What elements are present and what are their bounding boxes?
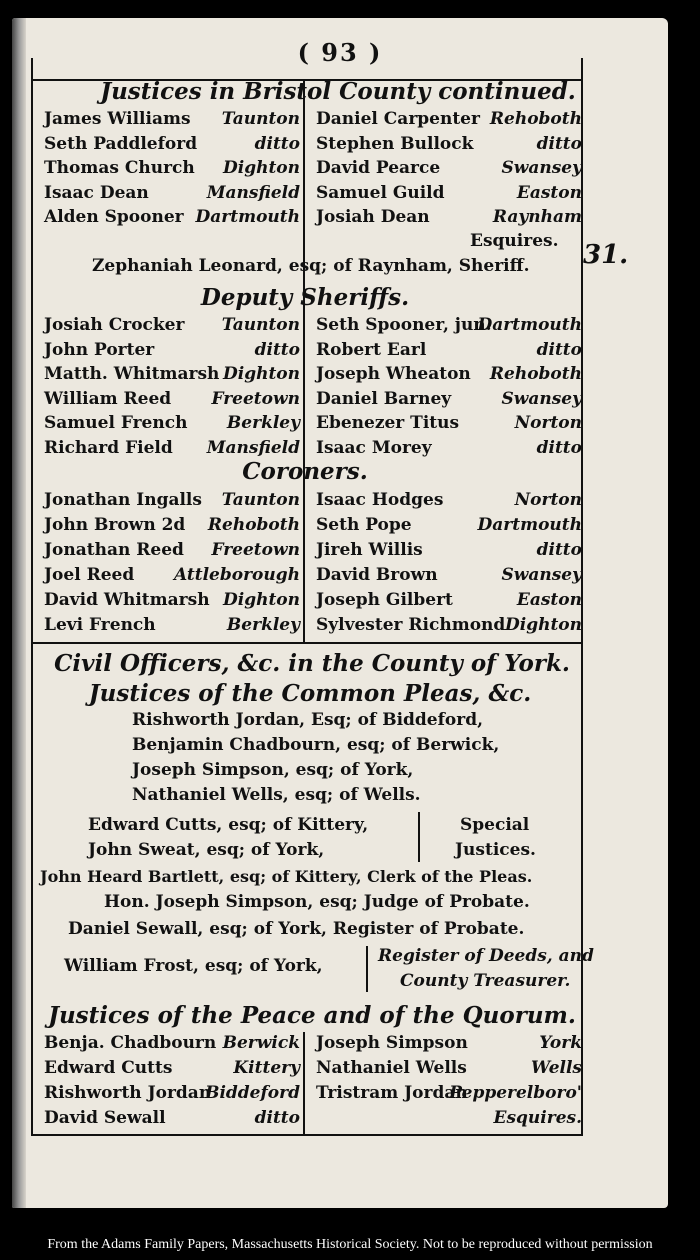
left-place-cell: Freetown bbox=[211, 540, 300, 560]
left-name-cell: Thomas Church bbox=[44, 158, 195, 178]
left-name-cell: Rishworth Jordan bbox=[44, 1083, 212, 1103]
left-name-cell: Richard Field bbox=[44, 437, 173, 458]
right-name-cell: Stephen Bullock bbox=[316, 133, 474, 154]
york-heading: Civil Officers, &c. in the County of York. bbox=[54, 650, 570, 677]
right-name-cell: David Pearce bbox=[316, 158, 441, 178]
coroners-heading: Coroners. bbox=[242, 458, 368, 485]
left-name-cell: William Reed bbox=[44, 388, 172, 409]
left-place-cell: Taunton bbox=[221, 109, 300, 129]
left-name-cell: Alden Spooner bbox=[44, 207, 184, 227]
frost-office: County Treasurer. bbox=[400, 971, 571, 991]
right-place-cell: Dartmouth bbox=[477, 515, 582, 535]
right-place-cell: Dighton bbox=[505, 615, 582, 635]
left-name-cell: David Sewall bbox=[44, 1108, 166, 1128]
right-name-cell: Joseph Simpson bbox=[316, 1033, 468, 1053]
left-name-cell: James Williams bbox=[44, 109, 191, 129]
left-place-cell: Freetown bbox=[211, 388, 300, 409]
right-place-cell: Raynham bbox=[492, 207, 582, 227]
left-name-cell: Matth. Whitmarsh bbox=[44, 364, 220, 384]
pleas-justice: Nathaniel Wells, esq; of Wells. bbox=[132, 785, 421, 805]
left-name-cell: Isaac Dean bbox=[44, 182, 149, 203]
right-place-cell: Norton bbox=[514, 413, 582, 433]
left-place-cell: ditto bbox=[254, 1108, 300, 1128]
right-place-cell: Easton bbox=[516, 590, 582, 610]
judge-line: Hon. Joseph Simpson, esq; Judge of Probate. bbox=[104, 892, 530, 912]
sheriff-line: Zephaniah Leonard, esq; of Raynham, Sheriff. bbox=[92, 256, 530, 276]
left-name-cell: Edward Cutts bbox=[44, 1058, 173, 1078]
bristol-heading: Justices in Bristol County continued. bbox=[100, 78, 576, 105]
deputy-sheriffs-heading: Deputy Sheriffs. bbox=[200, 284, 410, 311]
page-spine-shadow bbox=[12, 18, 26, 1208]
left-name-cell: Jonathan Reed bbox=[44, 540, 184, 560]
right-name-cell: Nathaniel Wells bbox=[316, 1058, 467, 1078]
left-place-cell: Berkley bbox=[226, 413, 300, 433]
left-place-cell: Taunton bbox=[221, 490, 300, 510]
frost-office: Register of Deeds, and bbox=[378, 946, 594, 966]
right-name-cell: Joseph Gilbert bbox=[316, 590, 453, 610]
right-place-cell: Swansey bbox=[501, 565, 582, 585]
right-place-cell: Pepperelboro' bbox=[449, 1083, 582, 1103]
right-place-cell: Norton bbox=[514, 490, 582, 510]
margin-annotation: 31. bbox=[583, 240, 629, 270]
pleas-justice: Rishworth Jordan, Esq; of Biddeford, bbox=[132, 710, 484, 730]
page-number: ( 93 ) bbox=[297, 38, 383, 67]
register-probate-line: Daniel Sewall, esq; of York, Register of Probate. bbox=[68, 919, 525, 939]
right-name-cell: Tristram Jordan bbox=[316, 1083, 468, 1103]
left-place-cell: Mansfield bbox=[206, 182, 300, 203]
left-place-cell: Dighton bbox=[223, 590, 300, 610]
clerk-line: John Heard Bartlett, esq; of Kittery, Clerk of the Pleas. bbox=[40, 867, 533, 886]
right-name-cell: Joseph Wheaton bbox=[316, 364, 471, 384]
right-place-cell: Easton bbox=[516, 182, 582, 203]
left-place-cell: Dighton bbox=[223, 364, 300, 384]
left-name-cell: Benja. Chadbourn bbox=[44, 1033, 217, 1053]
right-name-cell: Jireh Willis bbox=[316, 540, 423, 560]
common-pleas-heading: Justices of the Common Pleas, &c. bbox=[88, 680, 532, 707]
left-name-cell: Joel Reed bbox=[44, 565, 135, 585]
right-name-cell: Isaac Hodges bbox=[316, 490, 444, 510]
special-justice: Edward Cutts, esq; of Kittery, bbox=[88, 815, 369, 835]
left-name-cell: Seth Paddleford bbox=[44, 133, 198, 154]
special-justices-label: Justices. bbox=[455, 840, 536, 860]
right-place-cell: Swansey bbox=[501, 388, 582, 409]
right-name-cell: Samuel Guild bbox=[316, 182, 445, 203]
right-name-cell: Sylvester Richmond bbox=[316, 615, 506, 635]
frost-bracket bbox=[366, 946, 368, 992]
column-divider-bristol bbox=[303, 80, 305, 642]
right-name-cell: David Brown bbox=[316, 565, 438, 585]
right-name-cell: Seth Pope bbox=[316, 515, 412, 535]
special-justice: John Sweat, esq; of York, bbox=[88, 840, 325, 860]
left-place-cell: Rehoboth bbox=[207, 515, 300, 535]
right-name-cell: Daniel Barney bbox=[316, 388, 452, 409]
frost-line: William Frost, esq; of York, bbox=[64, 956, 323, 976]
left-name-cell: Samuel French bbox=[44, 413, 188, 433]
left-place-cell: Berwick bbox=[222, 1033, 300, 1053]
right-place-cell: Wells bbox=[530, 1058, 582, 1078]
esquires-label: Esquires. bbox=[470, 231, 559, 251]
left-name-cell: Josiah Crocker bbox=[44, 315, 185, 335]
right-name-cell: Ebenezer Titus bbox=[316, 413, 460, 433]
left-place-cell: Attleborough bbox=[174, 565, 300, 585]
left-name-cell: Jonathan Ingalls bbox=[44, 490, 202, 510]
left-place-cell: ditto bbox=[254, 339, 300, 360]
right-place-cell: ditto bbox=[536, 540, 582, 560]
pleas-justice: Benjamin Chadbourn, esq; of Berwick, bbox=[132, 735, 500, 755]
left-place-cell: Kittery bbox=[233, 1058, 300, 1078]
right-name-cell: Daniel Carpenter bbox=[316, 109, 480, 129]
left-name-cell: David Whitmarsh bbox=[44, 590, 210, 610]
left-name-cell: John Brown 2d bbox=[44, 515, 186, 535]
rule-middle bbox=[31, 642, 583, 644]
right-place-cell: Rehoboth bbox=[489, 109, 582, 129]
left-name-cell: John Porter bbox=[44, 339, 155, 360]
left-place-cell: Dartmouth bbox=[195, 207, 300, 227]
right-place-cell: York bbox=[539, 1033, 582, 1053]
right-name-cell: Seth Spooner, jun. bbox=[316, 315, 492, 335]
left-place-cell: ditto bbox=[254, 133, 300, 154]
left-place-cell: Biddeford bbox=[205, 1083, 300, 1103]
right-place-cell: Dartmouth bbox=[477, 315, 582, 335]
right-place-cell: Swansey bbox=[501, 158, 582, 178]
left-name-cell: Levi French bbox=[44, 615, 156, 635]
column-divider-quorum bbox=[303, 1032, 305, 1134]
pleas-justice: Joseph Simpson, esq; of York, bbox=[132, 760, 414, 780]
right-name-cell: Isaac Morey bbox=[316, 437, 432, 458]
rule-bottom bbox=[31, 1134, 583, 1136]
right-place-cell: Esquires. bbox=[493, 1108, 582, 1128]
left-place-cell: Dighton bbox=[223, 158, 300, 178]
right-place-cell: ditto bbox=[536, 339, 582, 360]
right-place-cell: ditto bbox=[536, 437, 582, 458]
right-name-cell: Josiah Dean bbox=[316, 207, 430, 227]
quorum-heading: Justices of the Peace and of the Quorum. bbox=[48, 1002, 576, 1029]
archive-caption: From the Adams Family Papers, Massachusetts Historical Society. Not to be reproduced without permission bbox=[0, 1230, 700, 1260]
right-place-cell: ditto bbox=[536, 133, 582, 154]
left-place-cell: Mansfield bbox=[206, 437, 300, 458]
special-bracket bbox=[418, 812, 420, 862]
right-place-cell: Rehoboth bbox=[489, 364, 582, 384]
special-justices-label: Special bbox=[460, 815, 530, 835]
left-place-cell: Taunton bbox=[221, 315, 300, 335]
left-place-cell: Berkley bbox=[226, 615, 300, 635]
right-name-cell: Robert Earl bbox=[316, 339, 427, 360]
